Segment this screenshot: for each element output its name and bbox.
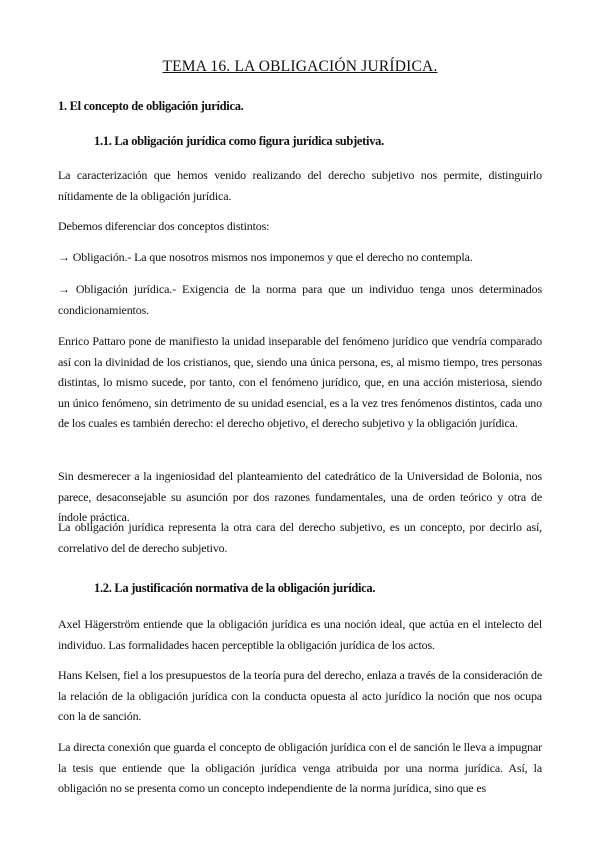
paragraph: La directa conexión que guarda el concepto de obligación jurídica con el de sanción le lleva a impugnar la tesis que entiende que la obligación jurídica venga atribuida por una norma jurídica. Así, la obligación no se presenta como un concepto independiente de la norma jurídica, sino que es: [58, 740, 542, 795]
paragraph: Enrico Pattaro pone de manifiesto la unidad inseparable del fenómeno jurídico que vendría comparado así con la divinidad de los cristianos, que, siendo una única persona, es, al mismo tiempo, tres personas distintas, lo mismo sucede, por tanto, con el fenómeno jurídico, que, en una acción misteriosa, siendo un único fenómeno, sin detrimento de su unidad esencial, es a la vez tres fenómenos distintos, cada uno de los cuales es también derecho: el derecho objetivo, el derecho subjetivo y la obligación jurídica.: [58, 334, 542, 430]
paragraph: La obligación jurídica representa la otra cara del derecho subjetivo, es un concepto, por decirlo así, correlativo del de derecho subjetivo.: [58, 520, 542, 555]
section-heading: 1. El concepto de obligación jurídica.: [58, 99, 244, 113]
paragraph: Hans Kelsen, fiel a los presupuestos de la teoría pura del derecho, enlaza a través de la consideración de la relación de la obligación jurídica con la conducta opuesta al acto jurídico la noción que nos ocupa con la de sanción.: [58, 668, 542, 723]
paragraph: Sin desmerecer a la ingeniosidad del planteamiento del catedrático de la Universidad de Bolonia, nos parece, desaconsejable su asunción por dos razones fundamentales, una de orden teórico y otra de índole práctica.: [58, 469, 542, 524]
subsection-heading: 1.1. La obligación jurídica como figura jurídica subjetiva.: [94, 134, 384, 148]
list-item: → Obligación.- La que nosotros mismos nos imponemos y que el derecho no contempla.: [58, 250, 473, 264]
list-item: → Obligación jurídica.- Exigencia de la norma para que un individuo tenga unos determinados condicionamientos.: [58, 282, 542, 317]
paragraph: Debemos diferenciar dos conceptos distintos:: [58, 219, 270, 233]
paragraph: La caracterización que hemos venido realizando del derecho subjetivo nos permite, distinguirlo nítidamente de la obligación jurídica.: [58, 168, 542, 203]
paragraph: Axel Hägerström entiende que la obligación jurídica es una noción ideal, que actúa en el intelecto del individuo. Las formalidades hacen perceptible la obligación jurídica de los actos.: [58, 617, 542, 652]
subsection-heading: 1.2. La justificación normativa de la obligación jurídica.: [94, 581, 376, 595]
document-title: TEMA 16. LA OBLIGACIÓN JURÍDICA.: [162, 58, 438, 75]
